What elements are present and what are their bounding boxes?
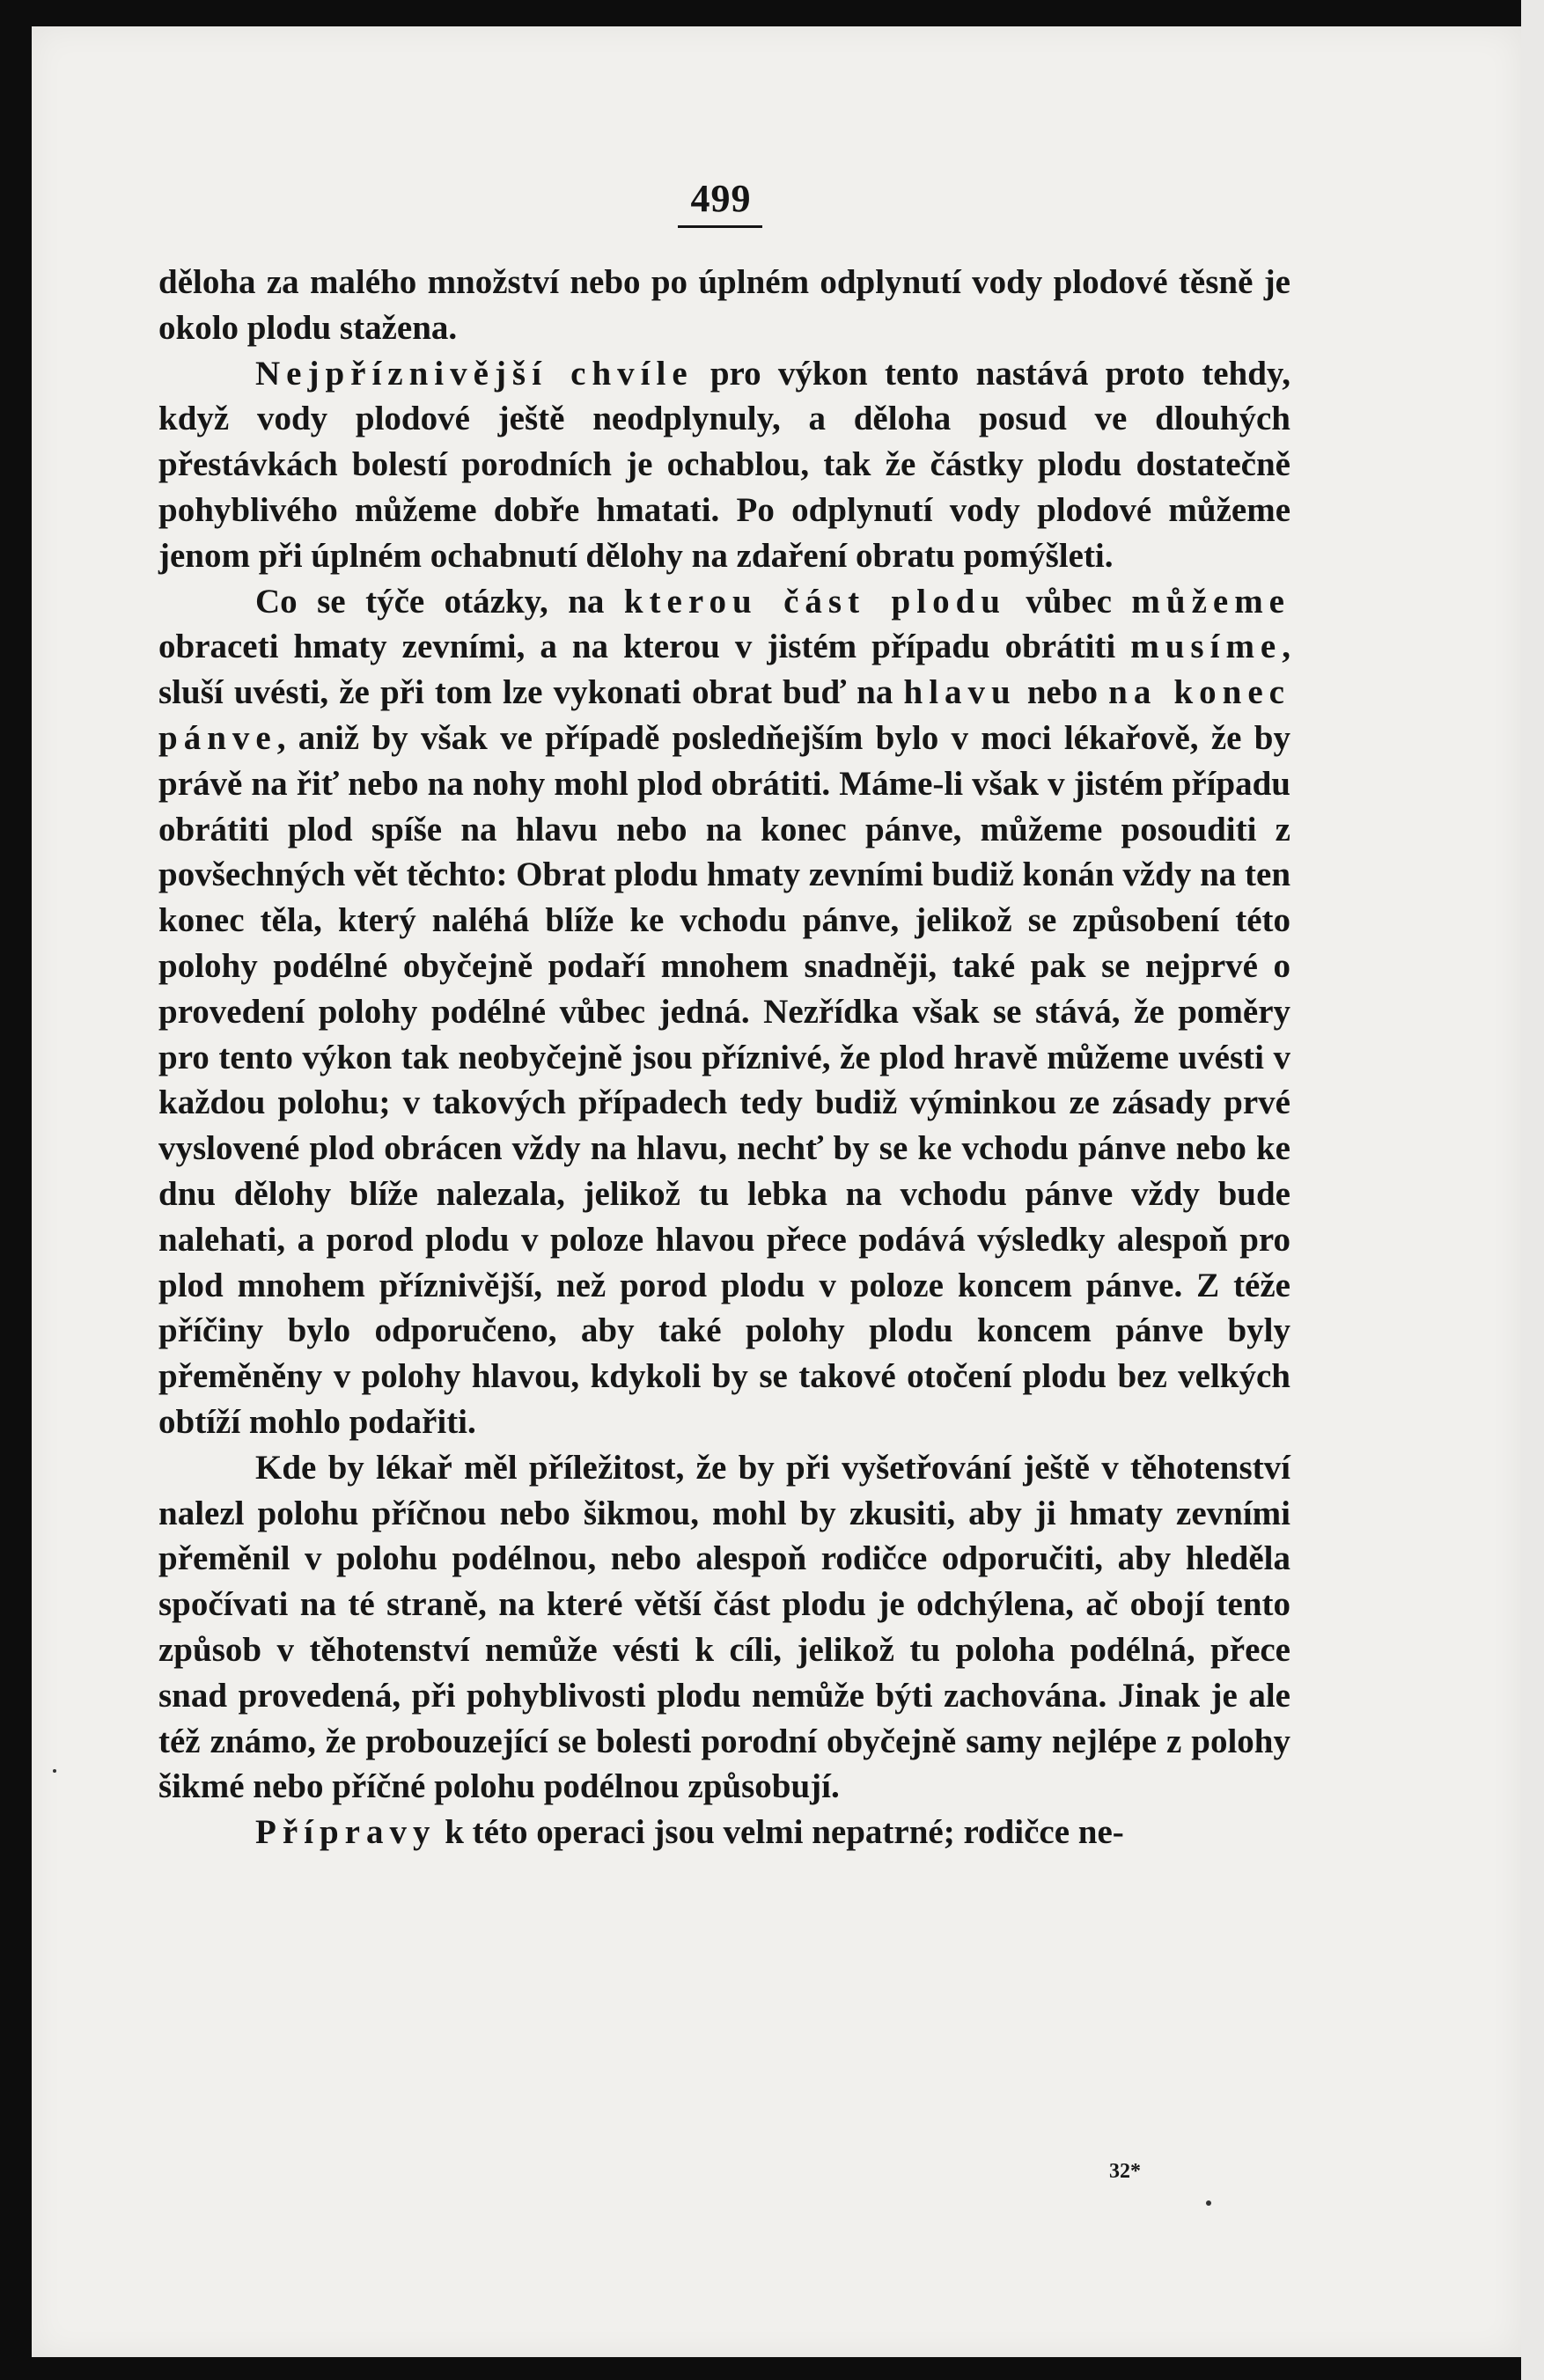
emphasized-text: Přípravy: [255, 1813, 437, 1852]
printer-signature: 32*: [1109, 2160, 1141, 2183]
page-number-underline: [678, 225, 762, 228]
text-segment: pro výkon tento nastává proto tehdy, když vody plodové ještě neodplynuly, a děloha posud ve dlouhých přestávkách bolestí porodních je ochablou, tak že částky plodu dostatečně pohyblivého můžeme dobře hmatati. Po odplynutí vody plodové můžeme jenom při úplném ochabnutí dělohy na zdaření obratu pomýšleti.: [158, 354, 1290, 575]
emphasized-text: hlavu: [903, 673, 1017, 712]
page-edge: [1521, 0, 1544, 2380]
page-number: 499: [690, 177, 752, 220]
body-text: [158, 260, 1290, 1855]
text-segment: děloha za malého množství nebo po úplném odplynutí vody plodové těsně je okolo plodu stažena.: [158, 263, 1290, 347]
text-segment: , aniž by však ve případě posledňejším bylo v moci lékařově, že by právě na řiť nebo na nohy mohl plod obrátiti. Máme-li však v jistém případu obrátiti plod spíše na hlavu nebo na konec pánve, můžeme posouditi z povšechných vět těchto: Obrat plodu hmaty zevními budiž konán vždy na ten konec těla, který naléhá blíže ke vchodu pánve, jelikož se způsobení této polohy podélné obyčejně podaří mnohem snadněji, také pak se nejprvé o provedení polohy podélné vůbec jedná. Nezřídka však se stává, že poměry pro tento výkon tak neobyčejně jsou příznivé, že plod hravě můžeme uvésti v každou polohu; v takových případech tedy budiž výminkou ze zásady prvé vyslovené plod obrácen vždy na hlavu, nechť by se ke vchodu pánve nebo ke dnu dělohy blíže nalezala, jelikož tu lebka na vchodu pánve vždy bude nalehati, a porod plodu v poloze hlavou přece podává výsledky alespoň pro plod mnohem příznivější, než porod plodu v poloze koncem pánve. Z téže příčiny bylo odporučeno, aby také polohy plodu koncem pánve byly přeměněny v polohy hlavou, kdykoli by se takové otočení plodu bez velkých obtíží mohlo podařiti.: [158, 718, 1291, 1441]
text-segment: k této operaci jsou velmi nepatrné; rodičce ne-: [436, 1813, 1124, 1852]
text-segment: nebo: [1016, 673, 1109, 712]
speck: [53, 1769, 56, 1773]
emphasized-text: můžeme: [1131, 582, 1290, 621]
text-segment: Co se týče otázky, na: [255, 582, 624, 621]
text-segment: vůbec: [1005, 582, 1132, 621]
text-segment: obraceti hmaty zevními, a na kterou v jistém případu obrátiti: [158, 628, 1131, 666]
paragraph: [158, 351, 1290, 579]
paragraph: [158, 260, 1290, 351]
paragraph: [158, 579, 1290, 1445]
text-segment: , sluší uvésti, že při tom lze vykonati obrat buď na: [158, 628, 1290, 712]
emphasized-text: Nejpříznivější chvíle: [255, 354, 694, 393]
paragraph: [158, 1810, 1290, 1855]
emphasized-text: na konec pánve: [158, 673, 1290, 757]
speck: [1206, 2200, 1211, 2206]
text-segment: Kde by lékař měl příležitost, že by při vyšetřování ještě v těhotenství nalezl polohu příčnou nebo šikmou, mohl by zkusiti, aby ji hmaty zevními přeměnil v polohu podélnou, nebo alespoň rodičce odporučiti, aby hleděla spočívati na té straně, na které větší část plodu je odchýlena, ač obojí tento způsob v těhotenství nemůže vésti k cíli, jelikož tu poloha podélná, přece snad provedená, při pohyblivosti plodu nemůže býti zachována. Jinak je ale též známo, že probouzející se bolesti porodní obyčejně samy nejlépe z polohy šikmé nebo příčné polohu podélnou způsobují.: [158, 1448, 1290, 1806]
emphasized-text: kterou část plodu: [623, 582, 1006, 621]
paragraph: [158, 1445, 1290, 1810]
emphasized-text: musíme: [1130, 628, 1283, 666]
